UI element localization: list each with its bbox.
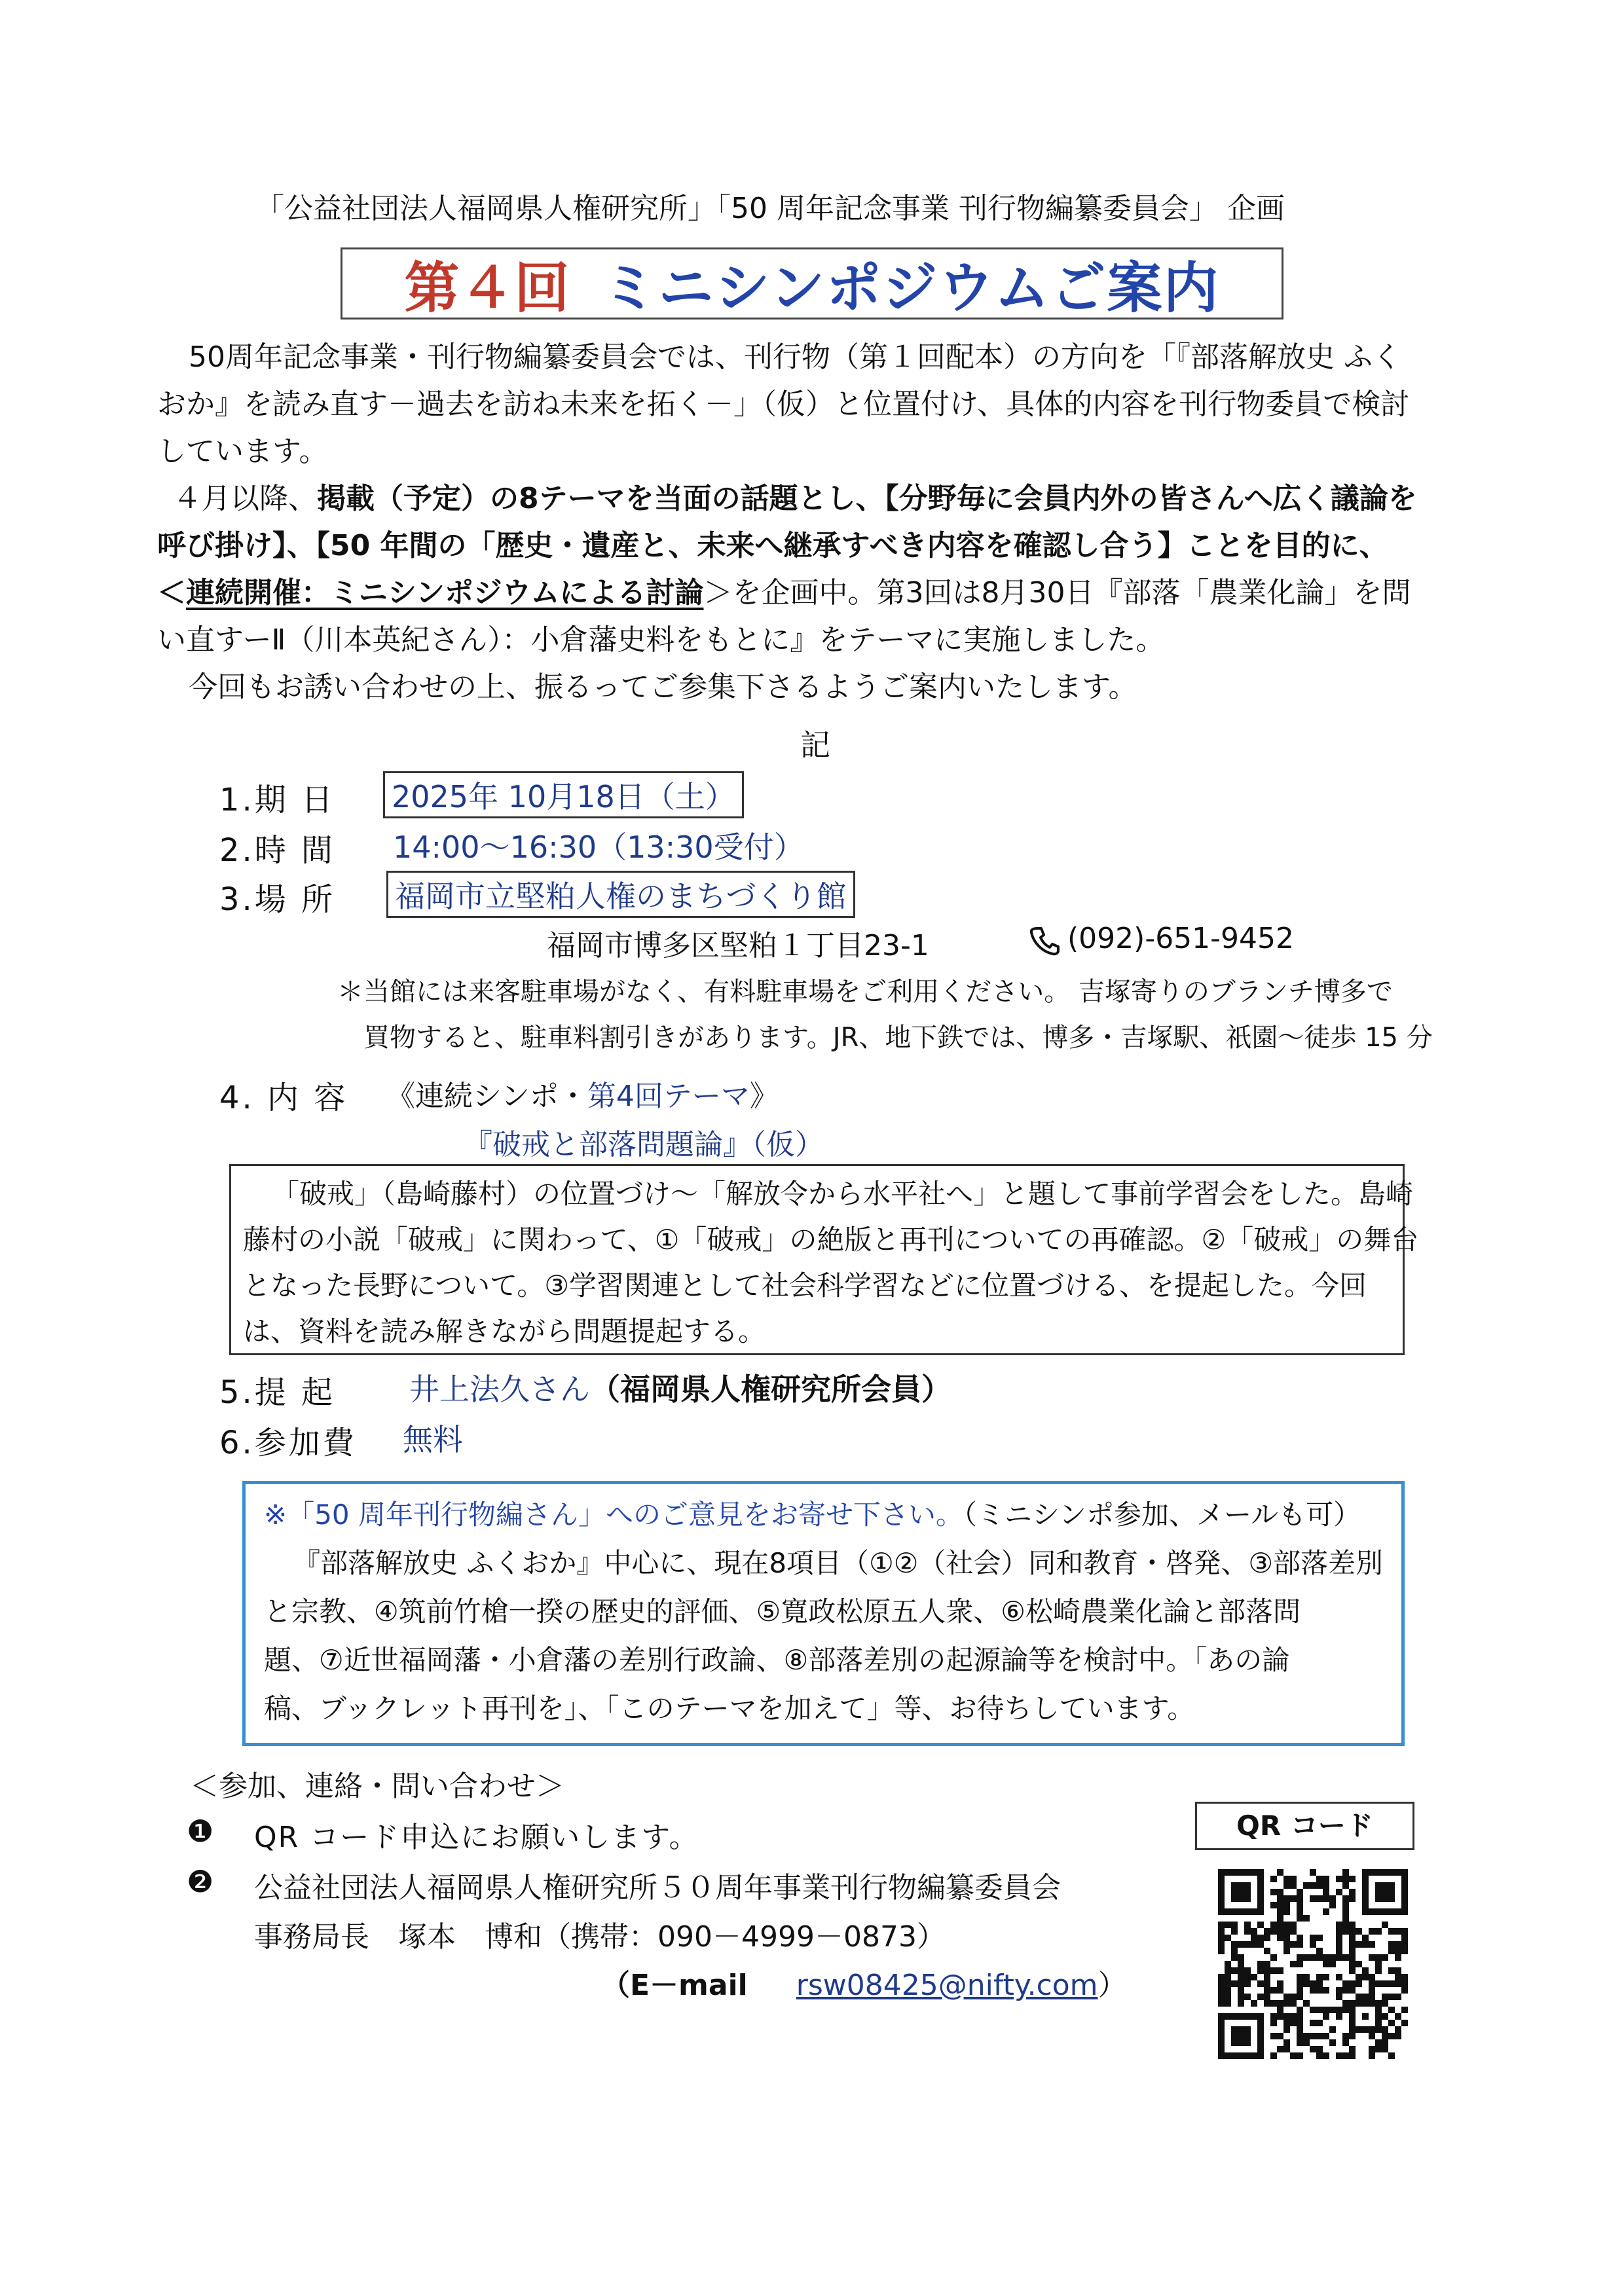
address: 福岡市博多区堅粕１丁目23-1 [547, 929, 929, 962]
content-series-text: 》 [749, 1080, 779, 1113]
intro-line: 今回もお誘い合わせの上、振るってご参集下さるようご案内いたします。 [189, 670, 1137, 704]
content-label: 4. 内 容 [219, 1080, 348, 1116]
fee-value: 無料 [403, 1422, 463, 1457]
organizer-line: 「公益社団法人福岡県人権研究所」「50 周年記念事業 刊行物編纂委員会」 企画 [255, 192, 1285, 225]
email-close: ） [1098, 1969, 1127, 2002]
opinion-heading: ※「50 周年刊行物編さん」へのご意見をお寄せ下さい。 [264, 1499, 963, 1531]
content-box-line: となった長野について。③学習関連として社会科学習などに位置づける、を提起した。今回 [243, 1269, 1367, 1302]
opinion-box [242, 1481, 1405, 1746]
intro-text: ４月以降、 [173, 482, 317, 515]
phone-icon [1028, 924, 1060, 958]
intro-line: おか』を読み直す－過去を訪ね未来を拓く－」（仮）と位置付け、具体的内容を刊行物委員で検討 [157, 388, 1410, 421]
place-label: 3.場 所 [219, 881, 336, 918]
title-box [341, 247, 1283, 319]
intro-text-bold: 掲載（予定）の8テーマを当面の話題とし、【分野毎に会員内外の皆さんへ広く議論を [317, 482, 1417, 515]
intro-text-bold: ＜ [157, 576, 186, 610]
intro-line: しています。 [157, 435, 328, 468]
speaker-affiliation: （福岡県人権研究所会員） [590, 1372, 951, 1407]
intro-line: い直すーⅡ（川本英紀さん）：小倉藩史料をもとに』をテーマに実施しました。 [157, 623, 1165, 657]
speaker-label: 5.提 起 [219, 1374, 336, 1411]
fee-label: 6.参加費 [219, 1425, 357, 1461]
time-label: 2.時 間 [219, 832, 336, 869]
contact-line-1: QR コード申込にお願いします。 [254, 1821, 699, 1854]
bullet-2: ❷ [187, 1864, 214, 1899]
intro-text-bold: 呼び掛け】、【50 年間の「歴史・遺産と、未来へ継承すべき内容を確認し合う】ことを目的に、 [157, 529, 1388, 562]
parking-note [337, 969, 1433, 1061]
phone-number: (092)-651-9452 [1067, 922, 1295, 955]
intro-text-underlined: 連続開催：ミニシンポジウムによる討論 [186, 576, 704, 610]
contact-line-2: 公益社団法人福岡県人権研究所５０周年事業刊行物編纂委員会 [254, 1871, 1061, 1904]
content-series-theme: 第4回テーマ [587, 1080, 750, 1113]
content-theme: 『破戒と部落問題論』（仮） [464, 1128, 824, 1161]
email-label: （E－mail [601, 1969, 748, 2002]
parking-note-line: 買物すると、駐車料割引きがあります。JR、地下鉄では、博多・吉塚駅、祇園～徒歩 15 分 [363, 1023, 1433, 1053]
contact-line-3: 事務局長 塚本 博和（携帯：090－4999－0873） [254, 1920, 946, 1954]
email-link[interactable]: rsw08425@nifty.com [796, 1969, 1098, 2002]
content-series-text: 《連続シンポ・ [386, 1080, 587, 1113]
opinion-line: 『部落解放史 ふくおか』中心に、現在8項目（①②（社会）同和教育・啓発、③部落差別 [293, 1547, 1384, 1579]
opinion-heading-note: （ミニシンポ参加、メールも可） [963, 1499, 1361, 1531]
intro-paragraph-2 [157, 475, 1473, 664]
date-value: 2025年 10月18日（土） [383, 771, 744, 818]
content-box-line: 「破戒」（島崎藤村）の位置づけ～「解放令から水平社へ」と題して事前学習会をした。島崎 [272, 1178, 1414, 1210]
intro-paragraph-3 [157, 664, 1473, 711]
content-box-line: 藤村の小説「破戒」に関わって、①「破戒」の絶版と再刊についての再確認。②「破戒」の舞台 [243, 1224, 1419, 1256]
parking-note-line: ＊当館には来客駐車場がなく、有料駐車場をご利用ください。 吉塚寄りのブランチ博多で [337, 977, 1393, 1007]
content-series [386, 1072, 779, 1114]
date-label: 1.期 日 [219, 782, 336, 818]
intro-line: 50周年記念事業・刊行物編纂委員会では、刊行物（第１回配本）の方向を「『部落解放史 ふく [189, 340, 1401, 374]
intro-paragraph-1 [157, 334, 1473, 475]
page-title: ミニシンポジウムご案内 [602, 255, 1220, 320]
qr-code[interactable] [1218, 1869, 1408, 2062]
qr-label: QR コード [1195, 1802, 1414, 1850]
bullet-1: ❶ [187, 1813, 214, 1849]
opinion-line: 稿、ブックレット再刊を」、「このテーマを加えて」等、お待ちしています。 [264, 1692, 1195, 1724]
content-box [229, 1164, 1419, 1355]
opinion-line: と宗教、④筑前竹槍一揆の歴史的評価、⑤寛政松原五人衆、⑥松崎農業化論と部落問 [264, 1595, 1301, 1628]
opinion-line: 題、⑦近世福岡藩・小倉藩の差別行政論、⑧部落差別の起源論等を検討中。「あの論 [264, 1644, 1290, 1676]
title-number: 第４回 [404, 255, 570, 320]
time-value: 14:00～16:30（13:30受付） [393, 829, 804, 865]
email-line [601, 1961, 1127, 2003]
content-box-line: は、資料を読み解きながら問題提起する。 [243, 1315, 766, 1347]
place-value: 福岡市立堅粕人権のまちづくり館 [386, 871, 855, 918]
ki-heading: 記 [800, 727, 830, 763]
intro-text: ＞を企画中。第3回は8月30日『部落「農業化論」を問 [703, 576, 1411, 610]
speaker [409, 1366, 951, 1409]
contact-heading: ＜参加、連絡・問い合わせ＞ [190, 1770, 564, 1803]
speaker-name: 井上法久さん [409, 1372, 590, 1407]
